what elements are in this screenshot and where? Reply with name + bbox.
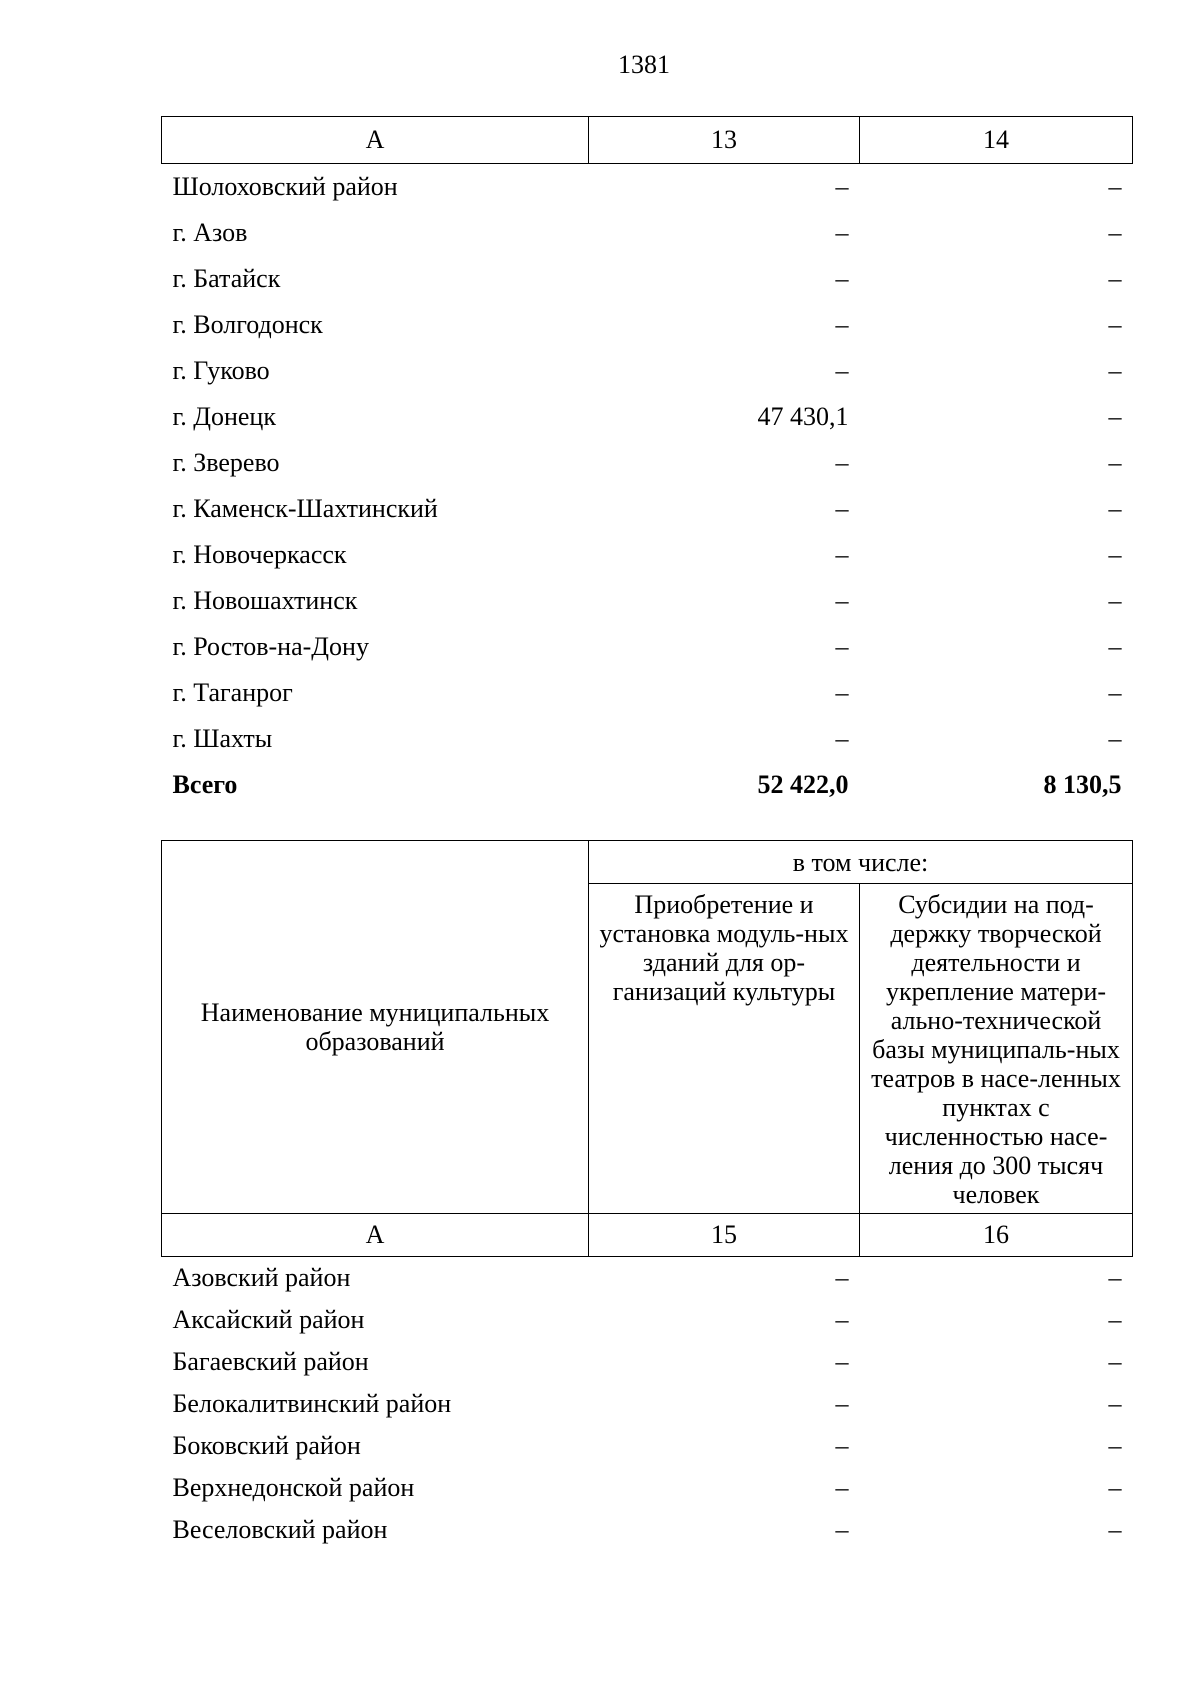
total-row bbox=[162, 762, 1133, 808]
table-row bbox=[162, 440, 1133, 486]
index-cell-16: 16 bbox=[860, 1214, 1133, 1257]
table-row bbox=[162, 486, 1133, 532]
row-name: г. Донецк bbox=[172, 402, 276, 431]
row-value-14: – bbox=[1108, 402, 1122, 431]
header-col-16: Субсидии на под-держку творческой деятельности и укрепление матери-ально-технической базы муниципаль-ных театров в насе-ленных пунктах с численностью насе-ления до 300 тысяч человек bbox=[860, 884, 1133, 1214]
row-value-16: – bbox=[1108, 1305, 1122, 1334]
row-value-13: – bbox=[835, 172, 849, 201]
row-value-13: – bbox=[835, 218, 849, 247]
row-name: Белокалитвинский район bbox=[172, 1389, 452, 1418]
row-name: г. Батайск bbox=[172, 264, 281, 293]
table-row bbox=[162, 1257, 1133, 1300]
row-name: Аксайский район bbox=[172, 1305, 365, 1334]
row-name: г. Волгодонск bbox=[172, 310, 323, 339]
table-row bbox=[162, 164, 1133, 211]
table-row bbox=[162, 624, 1133, 670]
table-row bbox=[162, 716, 1133, 762]
header-col-15: Приобретение и установка модуль-ных зданий для ор-ганизаций культуры bbox=[589, 884, 860, 1214]
row-value-16: – bbox=[1108, 1473, 1122, 1502]
row-value-13: – bbox=[835, 448, 849, 477]
index-cell-15: 15 bbox=[589, 1214, 860, 1257]
row-name: Верхнедонской район bbox=[172, 1473, 415, 1502]
table-row bbox=[162, 1383, 1133, 1425]
header-cell-13: 13 bbox=[589, 117, 860, 164]
header-cell-14: 14 bbox=[860, 117, 1133, 164]
row-value-16: – bbox=[1108, 1389, 1122, 1418]
row-value-14: – bbox=[1108, 494, 1122, 523]
row-name: Багаевский район bbox=[172, 1347, 369, 1376]
table-row bbox=[162, 1509, 1133, 1551]
row-name: г. Ростов-на-Дону bbox=[172, 632, 369, 661]
row-value-14: – bbox=[1108, 356, 1122, 385]
row-value-16: – bbox=[1108, 1263, 1122, 1292]
row-value-14: – bbox=[1108, 632, 1122, 661]
table-row bbox=[162, 532, 1133, 578]
row-value-13: 47 430,1 bbox=[757, 402, 849, 431]
row-value-13: – bbox=[835, 586, 849, 615]
header-including: в том числе: bbox=[589, 841, 1133, 884]
row-value-13: – bbox=[835, 264, 849, 293]
row-value-14: – bbox=[1108, 586, 1122, 615]
row-name: Боковский район bbox=[172, 1431, 361, 1460]
index-cell-a: А bbox=[162, 1214, 589, 1257]
row-value-15: – bbox=[835, 1263, 849, 1292]
table-row bbox=[162, 302, 1133, 348]
row-value-14: – bbox=[1108, 172, 1122, 201]
total-label: Всего bbox=[172, 770, 238, 799]
row-value-14: – bbox=[1108, 264, 1122, 293]
row-name: г. Гуково bbox=[172, 356, 270, 385]
table-row bbox=[162, 670, 1133, 716]
row-name: г. Шахты bbox=[172, 724, 273, 753]
table-row bbox=[162, 1467, 1133, 1509]
row-value-14: – bbox=[1108, 540, 1122, 569]
row-value-14: – bbox=[1108, 724, 1122, 753]
row-name: Веселовский район bbox=[172, 1515, 388, 1544]
row-name: г. Таганрог bbox=[172, 678, 293, 707]
row-value-16: – bbox=[1108, 1347, 1122, 1376]
table-row bbox=[162, 256, 1133, 302]
row-name: г. Каменск-Шахтинский bbox=[172, 494, 438, 523]
row-name: г. Зверево bbox=[172, 448, 280, 477]
table-row bbox=[162, 1425, 1133, 1467]
table-top bbox=[161, 116, 1133, 808]
row-value-13: – bbox=[835, 632, 849, 661]
row-value-15: – bbox=[835, 1389, 849, 1418]
row-value-15: – bbox=[835, 1515, 849, 1544]
total-value-13: 52 422,0 bbox=[757, 770, 849, 799]
row-value-16: – bbox=[1108, 1515, 1122, 1544]
total-value-14: 8 130,5 bbox=[1043, 770, 1122, 799]
row-value-14: – bbox=[1108, 310, 1122, 339]
table-row bbox=[162, 578, 1133, 624]
row-value-13: – bbox=[835, 678, 849, 707]
row-name: г. Новочеркасск bbox=[172, 540, 347, 569]
row-name: г. Новошахтинск bbox=[172, 586, 358, 615]
row-value-13: – bbox=[835, 724, 849, 753]
table-row bbox=[162, 394, 1133, 440]
table-row bbox=[162, 348, 1133, 394]
table-row bbox=[162, 1341, 1133, 1383]
row-value-14: – bbox=[1108, 218, 1122, 247]
row-value-13: – bbox=[835, 310, 849, 339]
row-value-16: – bbox=[1108, 1431, 1122, 1460]
row-value-15: – bbox=[835, 1305, 849, 1334]
index-row bbox=[162, 1214, 1133, 1257]
row-value-15: – bbox=[835, 1347, 849, 1376]
table-header-row bbox=[162, 117, 1133, 164]
row-value-13: – bbox=[835, 356, 849, 385]
row-value-13: – bbox=[835, 540, 849, 569]
header-cell-a: А bbox=[162, 117, 589, 164]
row-name: Азовский район bbox=[172, 1263, 351, 1292]
row-value-14: – bbox=[1108, 448, 1122, 477]
row-value-14: – bbox=[1108, 678, 1122, 707]
table-bottom bbox=[161, 840, 1133, 1551]
header-municipality: Наименование муниципальных образований bbox=[162, 841, 589, 1214]
row-value-13: – bbox=[835, 494, 849, 523]
row-name: г. Азов bbox=[172, 218, 248, 247]
table-header-row bbox=[162, 841, 1133, 884]
row-name: Шолоховский район bbox=[172, 172, 398, 201]
row-value-15: – bbox=[835, 1473, 849, 1502]
page-number: 1381 bbox=[618, 50, 670, 79]
table-row bbox=[162, 210, 1133, 256]
row-value-15: – bbox=[835, 1431, 849, 1460]
table-row bbox=[162, 1299, 1133, 1341]
